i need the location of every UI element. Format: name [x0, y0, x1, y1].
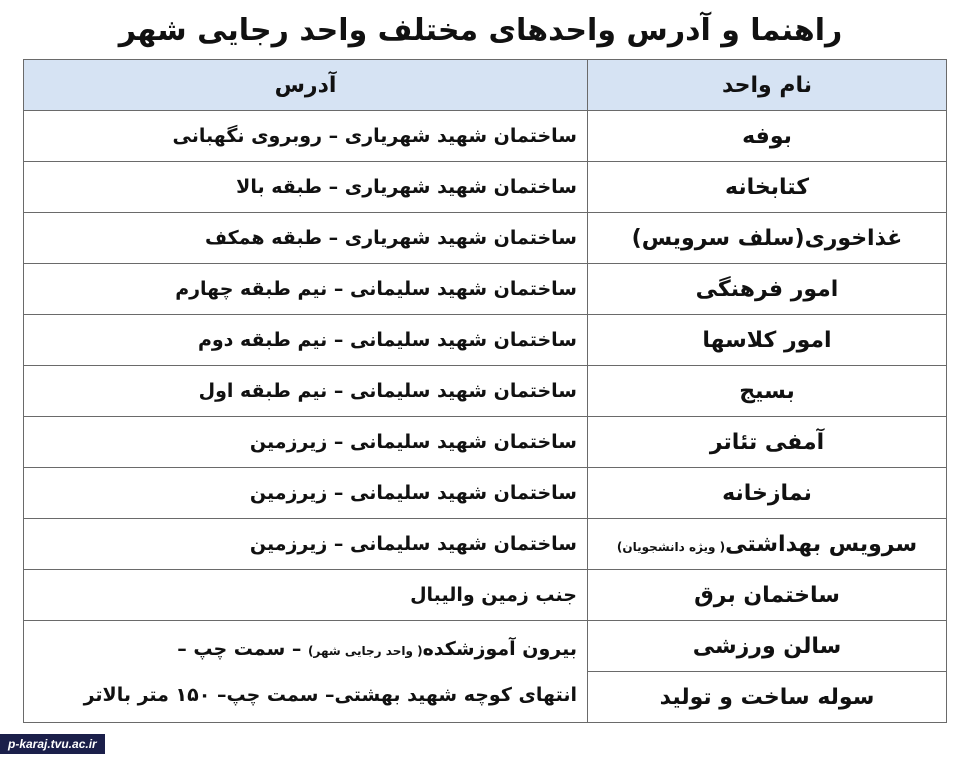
table-row — [24, 570, 947, 621]
unit-address: جنب زمین والیبال — [24, 570, 588, 621]
table-row — [24, 111, 947, 162]
table-row — [24, 366, 947, 417]
unit-name-cell — [588, 519, 947, 570]
unit-name-note: ( ویژه دانشجویان) — [616, 539, 726, 554]
table-row — [24, 162, 947, 213]
unit-address: ساختمان شهید شهریاری – طبقه همکف — [24, 213, 588, 264]
header-address: آدرس — [24, 60, 588, 111]
table-row — [24, 264, 947, 315]
unit-name: سالن ورزشی — [588, 621, 947, 672]
address-line-1-part-b: – سمت چپ – — [177, 637, 309, 660]
unit-address: ساختمان شهید سلیمانی – زیرزمین — [24, 468, 588, 519]
table-row — [24, 621, 947, 672]
table-row — [24, 468, 947, 519]
address-line-1-part-a: بیرون آموزشکده — [422, 637, 577, 660]
unit-name: بسیج — [588, 366, 947, 417]
unit-name: نمازخانه — [588, 468, 947, 519]
table-row — [24, 519, 947, 570]
unit-name: امور فرهنگی — [588, 264, 947, 315]
header-unit-name: نام واحد — [588, 60, 947, 111]
table-row — [24, 417, 947, 468]
unit-name: سوله ساخت و تولید — [588, 672, 947, 723]
unit-name: ساختمان برق — [588, 570, 947, 621]
address-line-2: انتهای کوچه شهید بهشتی– سمت چپ– ۱۵۰ متر بالاتر — [83, 683, 577, 706]
units-table — [23, 59, 947, 723]
address-line-1 — [34, 627, 577, 673]
unit-address: ساختمان شهید سلیمانی – نیم طبقه اول — [24, 366, 588, 417]
site-watermark: p-karaj.tvu.ac.ir — [0, 734, 105, 754]
page-title: راهنما و آدرس واحدهای مختلف واحد رجایی شهر — [118, 13, 843, 48]
unit-name: بوفه — [588, 111, 947, 162]
unit-name: امور کلاسها — [588, 315, 947, 366]
unit-address: ساختمان شهید سلیمانی – نیم طبقه دوم — [24, 315, 588, 366]
unit-name: سرویس بهداشتی — [725, 531, 918, 557]
address-line-1-note: ( واحد رجایی شهر) — [308, 643, 423, 658]
merged-address-cell — [24, 621, 588, 723]
unit-name: غذاخوری(سلف سرویس) — [588, 213, 947, 264]
unit-address: ساختمان شهید سلیمانی – نیم طبقه چهارم — [24, 264, 588, 315]
unit-address: ساختمان شهید سلیمانی – زیرزمین — [24, 519, 588, 570]
unit-address: ساختمان شهید سلیمانی – زیرزمین — [24, 417, 588, 468]
unit-name: کتابخانه — [588, 162, 947, 213]
table-row — [24, 315, 947, 366]
unit-address: ساختمان شهید شهریاری – طبقه بالا — [24, 162, 588, 213]
table-row — [24, 213, 947, 264]
unit-name: آمفی تئاتر — [588, 417, 947, 468]
table-header-row — [24, 60, 947, 111]
unit-address: ساختمان شهید شهریاری – روبروی نگهبانی — [24, 111, 588, 162]
